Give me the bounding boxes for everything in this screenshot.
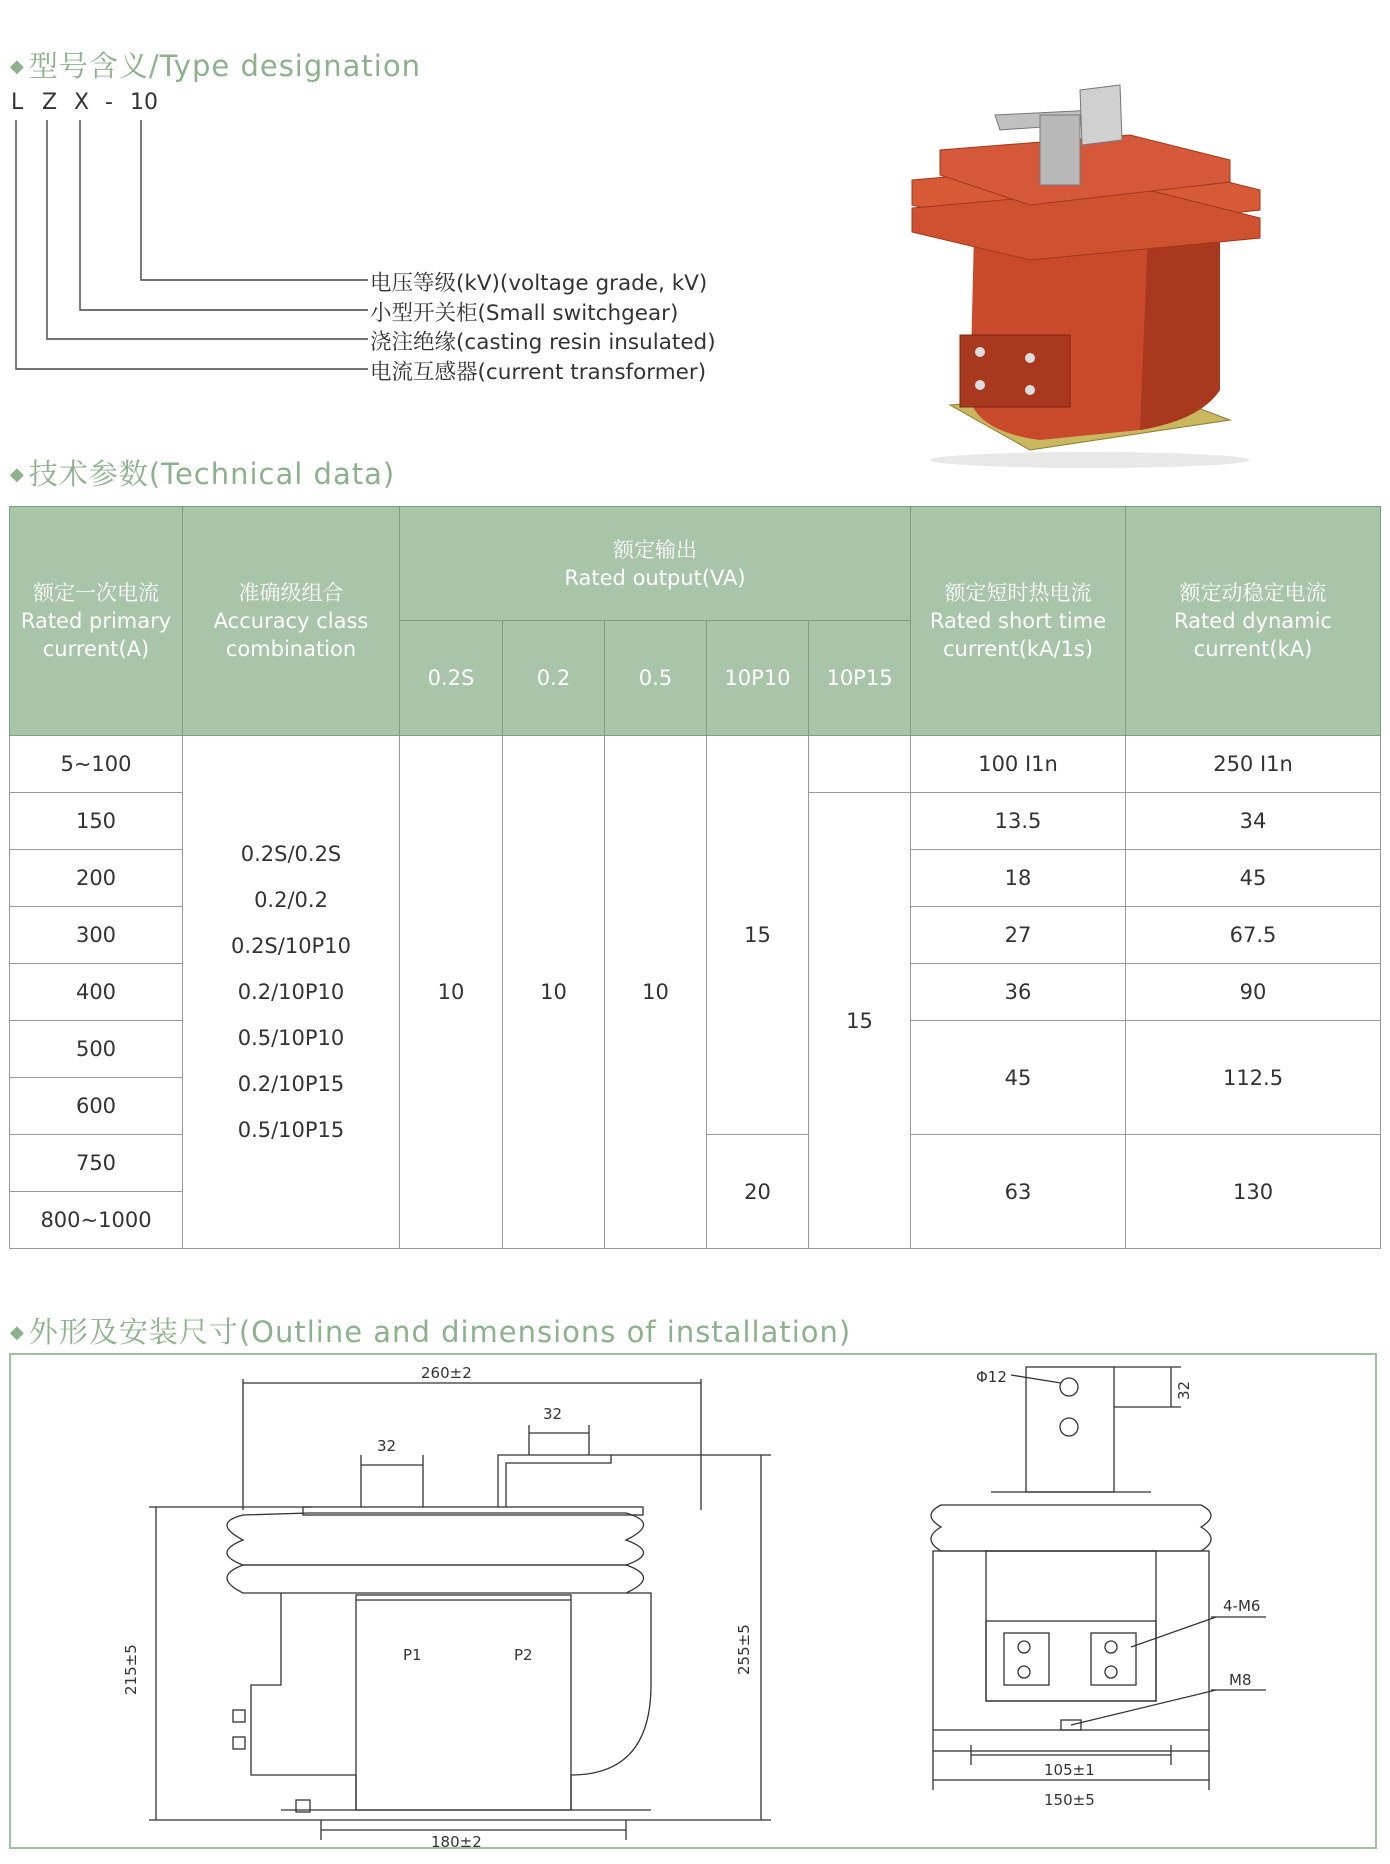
- dim-hole: Φ12: [976, 1368, 1007, 1386]
- dynamic-cell: 34: [1126, 793, 1381, 850]
- diamond-bullet-icon: ◆: [10, 464, 25, 485]
- technical-data-table: [9, 506, 1381, 1249]
- header-dynamic-current: 额定动稳定电流 Rated dynamic current(kA): [1126, 507, 1381, 736]
- short-cell: 45: [911, 1021, 1126, 1135]
- primary-cell: 600: [10, 1078, 183, 1135]
- code-letter-l: L: [11, 90, 24, 115]
- code-letter-z: Z: [42, 90, 58, 115]
- header-sub-10p10: 10P10: [707, 621, 809, 736]
- short-cell: 18: [911, 850, 1126, 907]
- primary-cell: 150: [10, 793, 183, 850]
- primary-cell: 750: [10, 1135, 183, 1192]
- label-ground: M8: [1229, 1671, 1252, 1689]
- label-p1: P1: [403, 1646, 422, 1664]
- outline-drawing-frame: [9, 1353, 1377, 1849]
- primary-cell: 200: [10, 850, 183, 907]
- output-10p15-empty: [809, 736, 911, 793]
- dim-height-right: 255±5: [735, 1624, 753, 1675]
- desc-small-switchgear: 小型开关柜(Small switchgear): [370, 301, 679, 326]
- code-letter-x: X: [74, 90, 90, 115]
- desc-voltage-grade: 电压等级(kV)(voltage grade, kV): [370, 271, 708, 296]
- output-10p10-cell: 20: [707, 1135, 809, 1249]
- dim-base: 180±2: [431, 1833, 482, 1847]
- outline-drawing: [11, 1355, 1375, 1847]
- short-cell: 27: [911, 907, 1126, 964]
- primary-cell: 300: [10, 907, 183, 964]
- type-code-diagram: [0, 90, 760, 390]
- header-rated-output: 额定输出 Rated output(VA): [400, 507, 911, 621]
- product-photo: [900, 60, 1280, 470]
- header-sub-02s: 0.2S: [400, 621, 503, 736]
- short-cell: 63: [911, 1135, 1126, 1249]
- primary-cell: 800~1000: [10, 1192, 183, 1249]
- short-cell: 13.5: [911, 793, 1126, 850]
- header-sub-05: 0.5: [605, 621, 707, 736]
- header-short-time-current: 额定短时热电流 Rated short time current(kA/1s): [911, 507, 1126, 736]
- code-dash: -: [105, 90, 113, 115]
- output-02-cell: 10: [503, 736, 605, 1249]
- dim-top-32a: 32: [377, 1437, 397, 1455]
- type-designation-heading: ◆ 型号含义/Type designation: [10, 49, 421, 83]
- primary-cell: 400: [10, 964, 183, 1021]
- dynamic-cell: 250 I1n: [1126, 736, 1381, 793]
- diamond-bullet-icon: ◆: [10, 56, 25, 77]
- label-p2: P2: [514, 1646, 533, 1664]
- header-sub-02: 0.2: [503, 621, 605, 736]
- technical-data-heading: ◆ 技术参数(Technical data): [10, 457, 396, 491]
- dynamic-cell: 45: [1126, 850, 1381, 907]
- primary-cell: 5~100: [10, 736, 183, 793]
- dim-top-32b: 32: [543, 1405, 563, 1423]
- desc-casting-resin: 浇注绝缘(casting resin insulated): [370, 330, 716, 355]
- table-row: [10, 736, 1381, 793]
- dynamic-cell: 67.5: [1126, 907, 1381, 964]
- dim-outer: 150±5: [1044, 1791, 1095, 1809]
- code-leader-lines: [0, 90, 380, 390]
- output-02s-cell: 10: [400, 736, 503, 1249]
- dynamic-cell: 90: [1126, 964, 1381, 1021]
- dim-width: 260±2: [421, 1364, 472, 1382]
- short-cell: 100 I1n: [911, 736, 1126, 793]
- output-10p10-cell: 15: [707, 736, 809, 1135]
- output-10p15-cell: 15: [809, 793, 911, 1249]
- dynamic-cell: 130: [1126, 1135, 1381, 1249]
- diamond-bullet-icon: ◆: [10, 1322, 25, 1343]
- header-primary-current: 额定一次电流 Rated primary current(A): [10, 507, 183, 736]
- primary-cell: 500: [10, 1021, 183, 1078]
- output-05-cell: 10: [605, 736, 707, 1249]
- outline-heading: ◆ 外形及安装尺寸(Outline and dimensions of installation): [10, 1315, 852, 1349]
- label-screws: 4-M6: [1223, 1597, 1261, 1615]
- accuracy-combinations: 0.2S/0.2S 0.2/0.2 0.2S/10P10 0.2/10P10 0.5/10P10 0.2/10P15 0.5/10P15: [183, 736, 400, 1249]
- dynamic-cell: 112.5: [1126, 1021, 1381, 1135]
- dim-height-left: 215±5: [122, 1644, 140, 1695]
- dim-inner: 105±1: [1044, 1761, 1095, 1779]
- header-sub-10p15: 10P15: [809, 621, 911, 736]
- code-voltage: 10: [130, 90, 158, 115]
- header-accuracy-class: 准确级组合 Accuracy class combination: [183, 507, 400, 736]
- dim-side-32: 32: [1175, 1380, 1193, 1400]
- desc-current-transformer: 电流互感器(current transformer): [370, 360, 707, 385]
- short-cell: 36: [911, 964, 1126, 1021]
